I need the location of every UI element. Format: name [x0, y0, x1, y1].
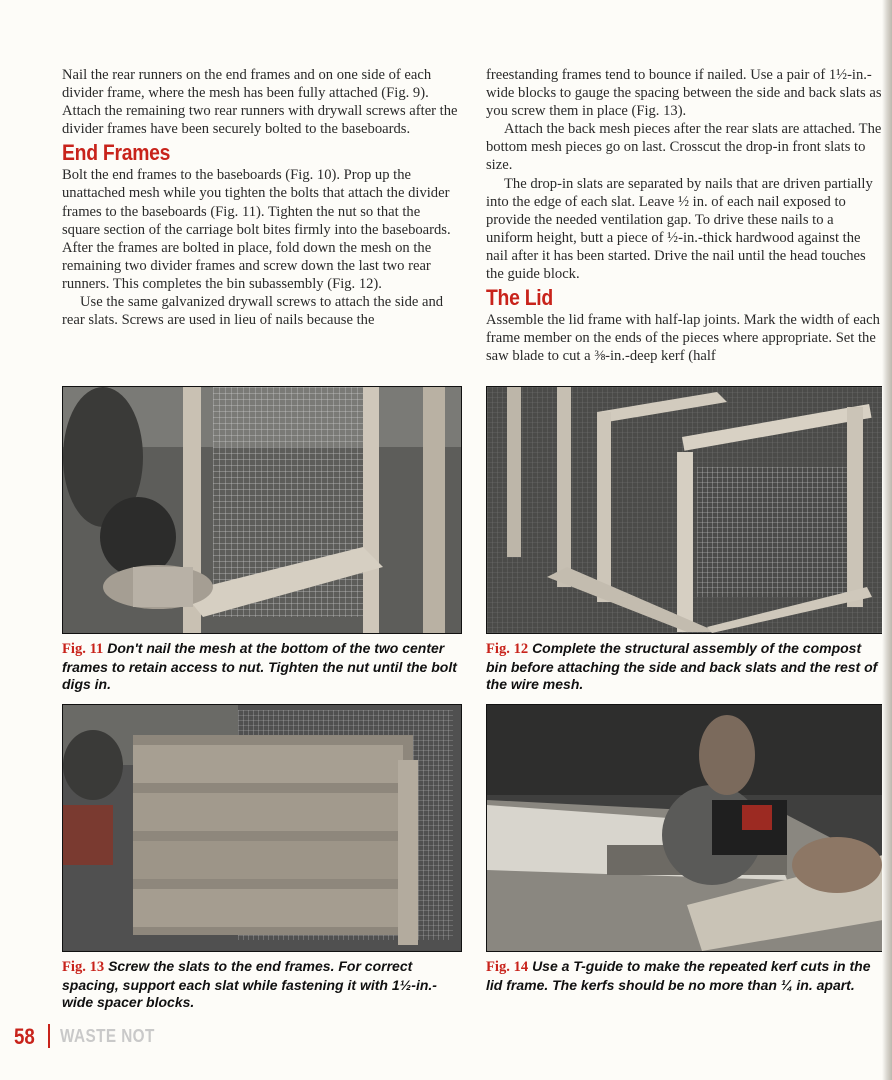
- fig-11-photo: [62, 386, 462, 634]
- fig-12-illustration: [487, 387, 883, 633]
- figure-caption-text: Screw the slats to the end frames. For correct spacing, support each slat while fastening it with 1½-in.-wide spacer blocks.: [62, 958, 437, 1010]
- right-text-column: [486, 66, 882, 365]
- fig-13-illustration: [63, 705, 461, 951]
- fig-11-illustration: [63, 387, 461, 633]
- fig-11-caption: [62, 640, 460, 694]
- running-footer-section: WASTE NOT: [60, 1026, 155, 1046]
- fig-12-caption: [486, 640, 882, 694]
- figure-caption-text: Complete the structural assembly of the compost bin before attaching the side and back slats and the rest of the wire mesh.: [486, 640, 878, 692]
- fig-14-photo: [486, 704, 884, 952]
- figure-caption-text: Use a T-guide to make the repeated kerf cuts in the lid frame. The kerfs should be no more than ¼ in. apart.: [486, 958, 871, 993]
- body-paragraph: The drop-in slats are separated by nails that are driven partially into the edge of each slat. Leave ½ in. of each nail exposed to provide the needed ventilation gap. To drive these nails to a uniform height, butt a piece of ½-in.-thick hardwood against the nail after it has been started. Drive the nail until the head touches the guide block.: [486, 175, 873, 283]
- page-number: 58: [14, 1024, 35, 1049]
- page-edge-shadow: [882, 0, 892, 1080]
- body-paragraph: Nail the rear runners on the end frames and on one side of each divider frame, where the mesh has been fully attached (Fig. 9). Attach the remaining two rear runners with drywall screws after the divider frames have been securely bolted to the baseboards.: [62, 67, 458, 138]
- body-paragraph: Assemble the lid frame with half-lap joints. Mark the width of each frame member on the ends of the pieces where appropriate. Set the saw blade to cut a ⅜-in.-deep kerf (half: [486, 312, 880, 365]
- fig-14-caption: [486, 958, 882, 994]
- section-heading-lid: The Lid: [486, 285, 553, 311]
- section-heading-end-frames: End Frames: [62, 140, 171, 166]
- left-text-column: [62, 66, 460, 329]
- figure-caption-text: Don't nail the mesh at the bottom of the two center frames to retain access to nut. Tighten the nut until the bolt digs in.: [62, 640, 457, 692]
- body-paragraph: Attach the back mesh pieces after the rear slats are attached. The bottom mesh pieces go on last. Crosscut the drop-in front slats to size.: [486, 121, 882, 174]
- body-paragraph: Use the same galvanized drywall screws to attach the side and rear slats. Screws are used in lieu of nails because the: [62, 294, 444, 329]
- fig-14-illustration: [487, 705, 883, 951]
- body-paragraph: freestanding frames tend to bounce if nailed. Use a pair of 1½-in.-wide blocks to gauge the spacing between the side and back slats as you screw them in place (Fig. 13).: [486, 67, 882, 120]
- figure-label: Fig. 14: [486, 959, 529, 975]
- figure-label: Fig. 13: [62, 959, 105, 975]
- body-paragraph: Bolt the end frames to the baseboards (Fig. 10). Prop up the unattached mesh while you tighten the bolts that attach the divider frames to the baseboards (Fig. 11). Tighten the nut so that the square section of the carriage bolt bites firmly into the baseboards. After the frames are bolted in place, fold down the mesh on the remaining two divider frames and screw down the last two rear runners. This completes the bin subassembly (Fig. 12).: [62, 167, 451, 292]
- figure-label: Fig. 12: [486, 641, 529, 657]
- fig-13-caption: [62, 958, 460, 1012]
- fig-13-photo: [62, 704, 462, 952]
- fig-12-photo: [486, 386, 884, 634]
- figure-label: Fig. 11: [62, 641, 104, 657]
- footer-divider: [48, 1024, 50, 1048]
